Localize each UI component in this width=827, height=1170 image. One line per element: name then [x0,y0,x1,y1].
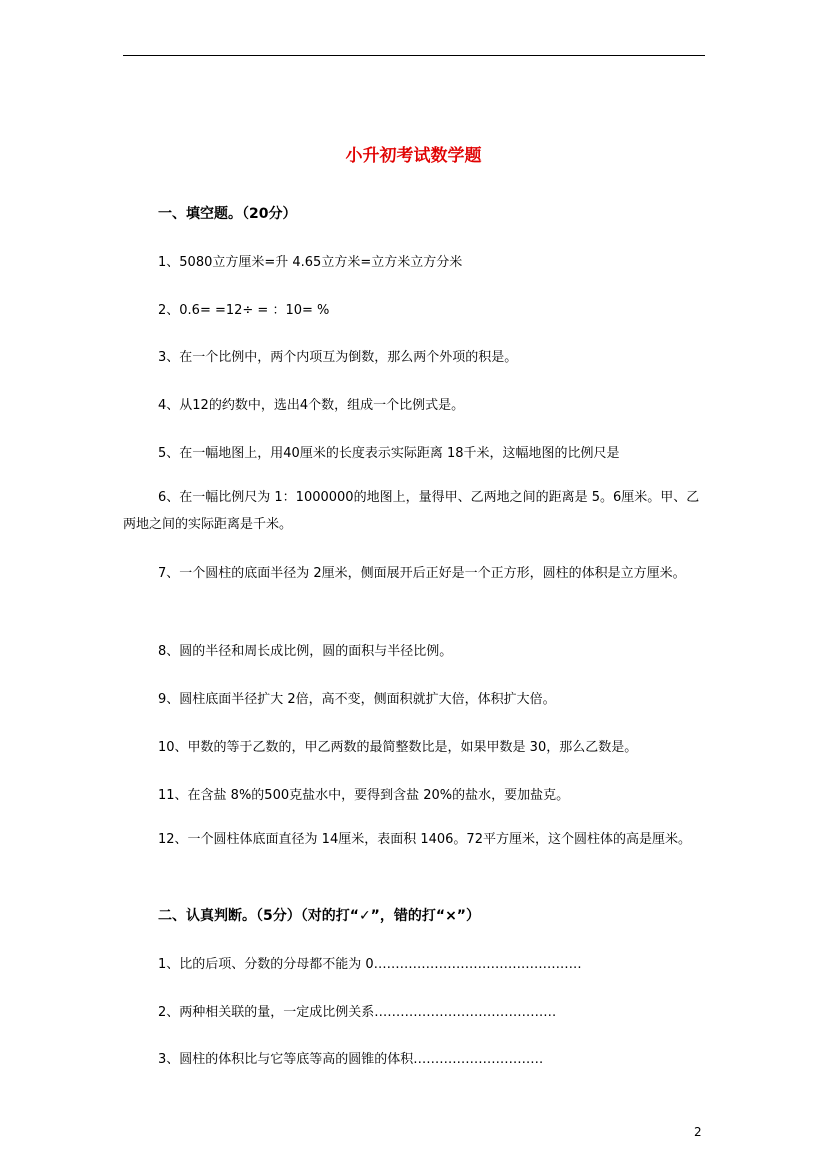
question-4: 4、从12的约数中，选出4个数，组成一个比例式是。 [158,398,465,413]
question-8: 8、圆的半径和周长成比例，圆的面积与半径比例。 [158,644,453,659]
question-1: 1、5080立方厘米=升 4.65立方米=立方米立方分米 [158,255,463,270]
section-heading-judgment: 二、认真判断。（5分）（对的打“✓”，错的打“×”） [158,908,481,924]
judgment-2: 2、两种相关联的量，一定成比例关系…………………………………… [158,1005,557,1020]
question-12: 12、一个圆柱体底面直径为 14厘米，表面积 1406。72平方厘米，这个圆柱体的高是厘米。 [158,832,691,847]
page-number: 2 [694,1125,702,1139]
header-rule [123,55,705,56]
question-6: 6、在一幅比例尺为 1：1000000的地图上，量得甲、乙两地之间的距离是 5。6厘米。甲、乙两地之间的实际距离是千米。 [123,490,700,532]
judgment-3: 3、圆柱的体积比与它等底等高的圆锥的体积………………………… [158,1052,544,1067]
page-title: 小升初考试数学题 [345,146,482,166]
question-7: 7、一个圆柱的底面半径为 2厘米，侧面展开后正好是一个正方形，圆柱的体积是立方厘米。 [158,566,686,581]
judgment-1: 1、比的后项、分数的分母都不能为 0………………………………………… [158,957,582,972]
question-10: 10、甲数的等于乙数的，甲乙两数的最简整数比是，如果甲数是 30，那么乙数是。 [158,740,638,755]
question-11: 11、在含盐 8%的500克盐水中，要得到含盐 20%的盐水，要加盐克。 [158,788,570,803]
section-heading-fill-blank: 一、填空题。（20分） [158,206,297,222]
question-9: 9、圆柱底面半径扩大 2倍，高不变，侧面积就扩大倍，体积扩大倍。 [158,692,556,707]
question-5: 5、在一幅地图上，用40厘米的长度表示实际距离 18千米，这幅地图的比例尺是 [158,446,620,461]
question-2: 2、0.6= =12÷ = ：10= % [158,303,330,318]
question-3: 3、在一个比例中，两个内项互为倒数，那么两个外项的积是。 [158,350,518,365]
